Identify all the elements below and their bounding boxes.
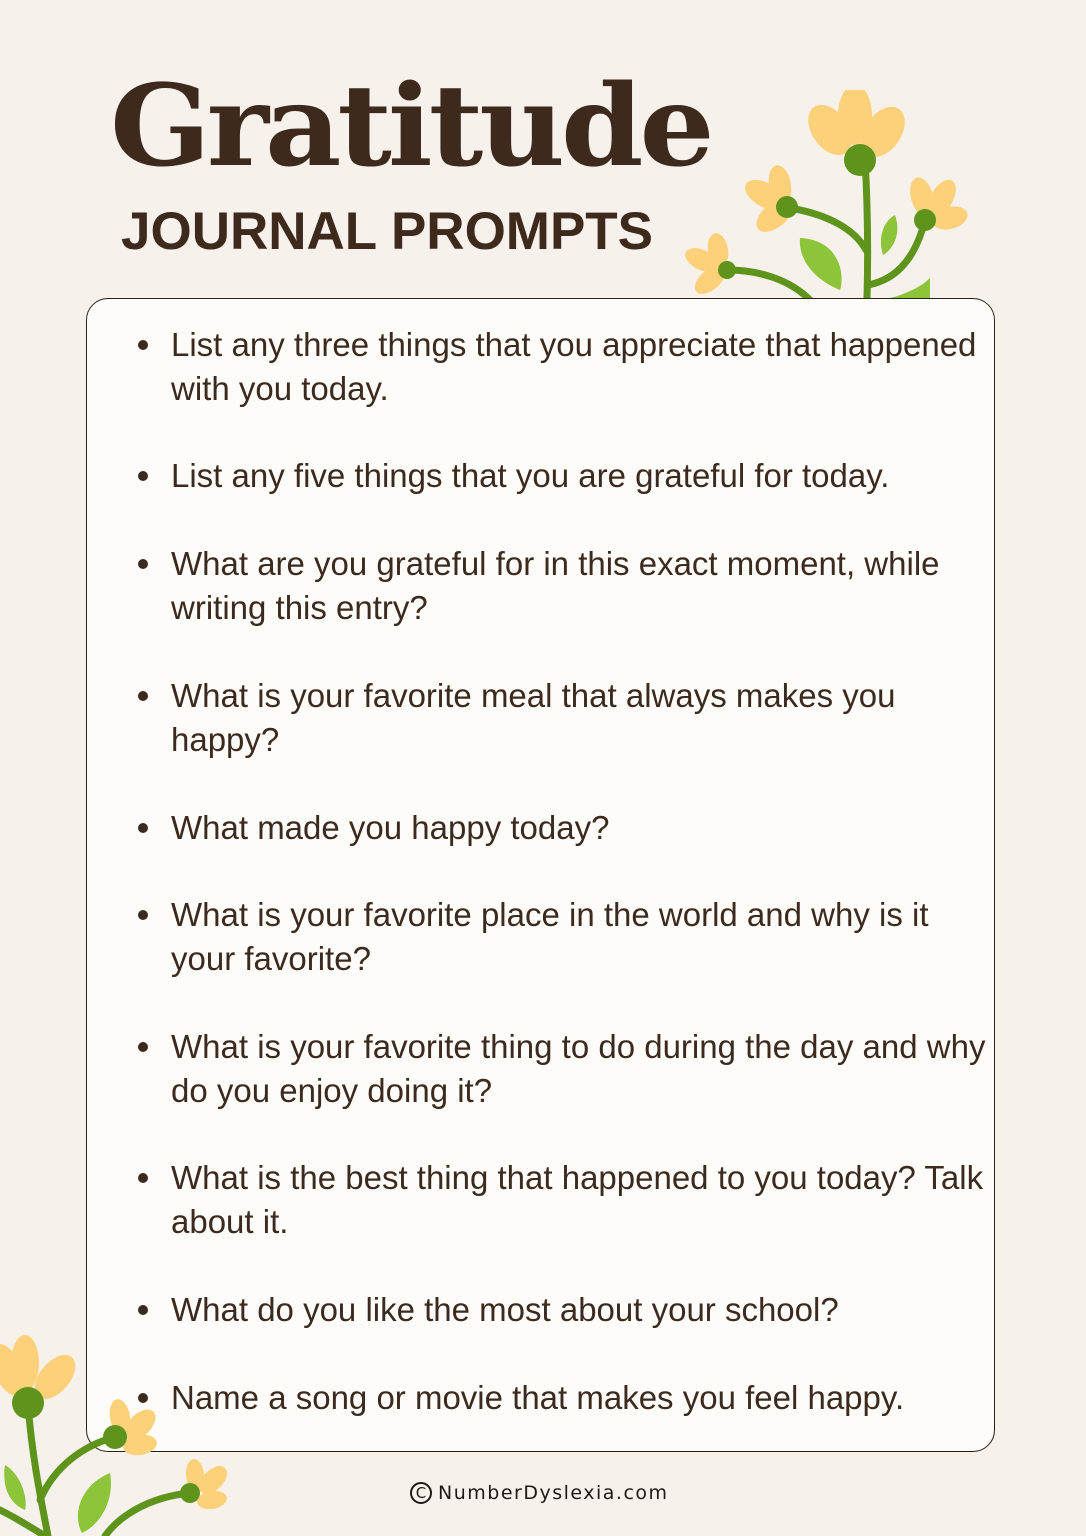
prompt-item: Name a song or movie that makes you feel happy. xyxy=(171,1376,991,1420)
prompt-item: What are you grateful for in this exact moment, while writing this entry? xyxy=(171,542,991,630)
prompt-item: What made you happy today? xyxy=(171,806,991,850)
prompt-item: What is your favorite place in the world and why is it your favorite? xyxy=(171,893,991,981)
site-name: NumberDyslexia.com xyxy=(438,1482,669,1504)
flower-illustration-top-icon xyxy=(680,90,980,300)
bullet-icon xyxy=(138,1042,148,1052)
bullet-icon xyxy=(138,471,148,481)
bullet-icon xyxy=(138,340,148,350)
page-subtitle: JOURNAL PROMPTS xyxy=(121,202,654,261)
prompt-item: What do you like the most about your school? xyxy=(171,1288,991,1332)
copyright-icon: C xyxy=(410,1482,432,1504)
bullet-icon xyxy=(138,910,148,920)
prompt-item: What is the best thing that happened to you today? Talk about it. xyxy=(171,1156,991,1244)
bullet-icon xyxy=(138,559,148,569)
prompts-card xyxy=(86,298,995,1452)
prompt-item: What is your favorite meal that always makes you happy? xyxy=(171,674,991,762)
bullet-icon xyxy=(138,691,148,701)
bullet-icon xyxy=(138,1305,148,1315)
footer-credit xyxy=(410,1482,669,1504)
prompt-item: List any five things that you are grateful for today. xyxy=(171,454,991,498)
page-title: Gratitude xyxy=(110,59,711,192)
bullet-icon xyxy=(138,823,148,833)
prompt-item: What is your favorite thing to do during the day and why do you enjoy doing it? xyxy=(171,1025,991,1113)
bullet-icon xyxy=(138,1173,148,1183)
prompt-item: List any three things that you appreciate that happened with you today. xyxy=(171,323,991,411)
bullet-icon xyxy=(138,1393,148,1403)
